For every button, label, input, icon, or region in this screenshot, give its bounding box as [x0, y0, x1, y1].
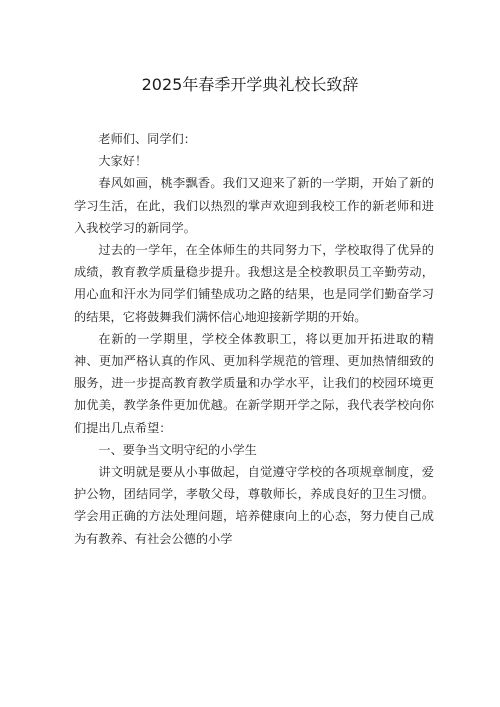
section-heading: 一、要争当文明守纪的小学生	[98, 442, 257, 457]
document-title: 2025年春季开学典礼校长致辞	[141, 75, 359, 94]
greeting: 大家好！	[98, 154, 148, 169]
salutation: 老师们、同学们：	[98, 132, 196, 146]
paragraph: 过去的一学年，在全体师生的共同努力下，学校取得了优异的成绩，教育教学质量稳步提升。我想这是全校教职员工辛勤劳动，用心血和汗水为同学们铺垫成功之路的结果，也是同学们勤奋学习的结果，它将鼓舞我们满怀信心地迎接新学期的开始。	[74, 243, 434, 324]
document-body	[74, 128, 434, 550]
paragraph: 在新的一学期里，学校全体教职工，将以更加开拓进取的精神、更加严格认真的作风、更加科学规范的管理、更加热情细致的服务，进一步提高教育教学质量和办学水平，让我们的校园环境更加优美，教学条件更加优越。在新学期开学之际，我代表学校向你们提出几点希望：	[74, 331, 434, 435]
paragraph: 讲文明就是要从小事做起，自觉遵守学校的各项规章制度，爱护公物，团结同学，孝敬父母，尊敬师长，养成良好的卫生习惯。学会用正确的方法处理问题，培养健康向上的心态，努力使自己成为有教养、有社会公德的小学	[74, 465, 434, 546]
paragraph: 春风如画，桃李飘香。我们又迎来了新的一学期，开始了新的学习生活，在此，我们以热烈的掌声欢迎到我校工作的新老师和进入我校学习的新同学。	[74, 176, 434, 235]
